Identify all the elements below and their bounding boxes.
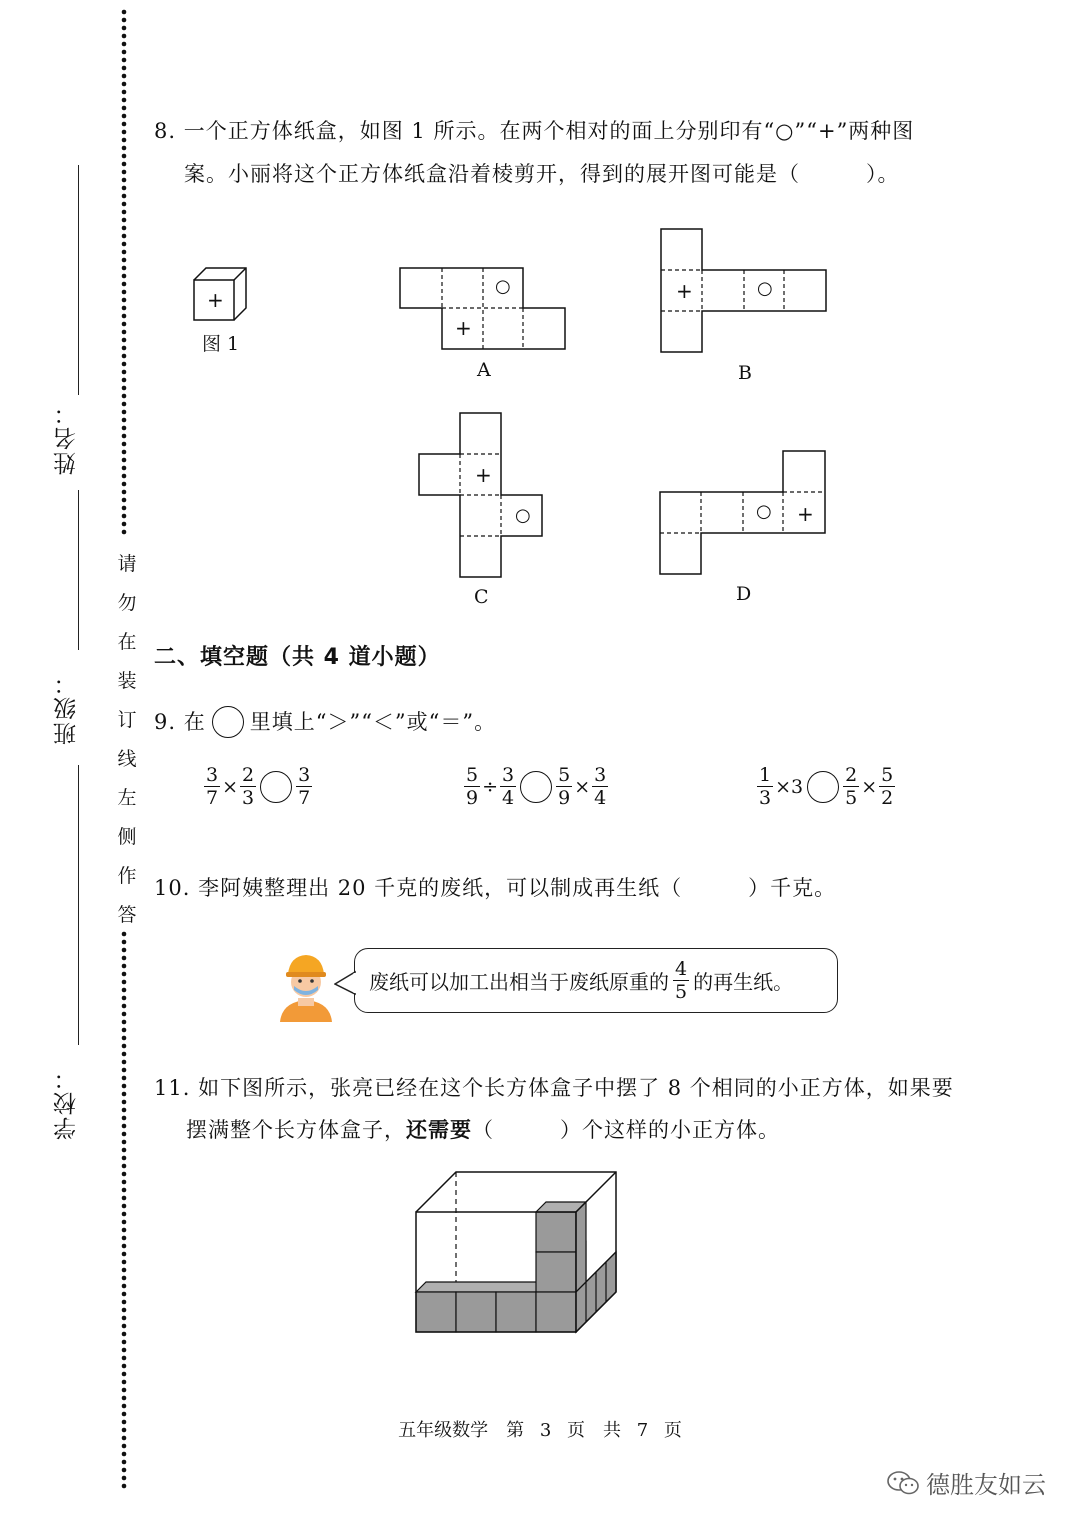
figure1-label: 图 1 xyxy=(202,333,240,355)
school-label: 学校： xyxy=(54,1065,80,1140)
emphasis-text: 还需要 xyxy=(406,1118,472,1142)
name-label: 姓名： xyxy=(54,400,80,475)
class-label: 班级： xyxy=(54,670,80,745)
worker-avatar-icon xyxy=(276,950,336,1022)
bubble-text-post: 的再生纸。 xyxy=(693,970,794,994)
q8-line2: 案。小丽将这个正方体纸盒沿着棱剪开，得到的展开图可能是（ ）。 xyxy=(184,162,900,186)
binding-dotted-line-top xyxy=(121,8,127,536)
net-d-plus: + xyxy=(797,502,814,526)
q8-text-line1: 一个正方体纸盒，如图 1 所示。在两个相对的面上分别印有“○”“+”两种图 xyxy=(183,119,915,143)
net-b-circle: ○ xyxy=(757,278,773,299)
q9-expression-3: $\frac{1}{3}$ ×3 $\frac{2}{5}$ × $\frac{5}{2}$ xyxy=(759,764,894,809)
q8-line1 xyxy=(154,109,914,153)
net-d-circle: ○ xyxy=(756,501,772,522)
binding-warning: 请 勿 在 装 订 线 左 侧 作 答 xyxy=(117,553,137,926)
speech-bubble xyxy=(354,948,838,1013)
net-option-a xyxy=(399,267,567,351)
net-c-plus: + xyxy=(475,463,492,487)
cuboid-box-figure xyxy=(410,1166,624,1338)
q9-prompt xyxy=(154,700,496,744)
q8-number: 8. xyxy=(154,119,177,143)
class-underline xyxy=(78,765,79,1045)
fraction: $\frac{3}{4}$ xyxy=(594,764,607,809)
q9-prefix: 9. 在 xyxy=(154,710,206,734)
watermark xyxy=(886,1465,1046,1500)
option-d-label: D xyxy=(736,583,752,605)
compare-circle-3[interactable] xyxy=(807,771,839,803)
fraction: $\frac{1}{3}$ xyxy=(759,764,772,809)
compare-circle-2[interactable] xyxy=(520,771,552,803)
q11-line2: 摆满整个长方体盒子，还需要（ ）个这样的小正方体。 xyxy=(186,1118,780,1142)
fraction: $\frac{3}{7}$ xyxy=(206,764,219,809)
net-a-circle: ○ xyxy=(495,276,511,297)
q10-text: 10. 李阿姨整理出 20 千克的废纸，可以制成再生纸（ ）千克。 xyxy=(154,876,837,900)
watermark-text: 德胜友如云 xyxy=(926,1471,1046,1499)
fraction: $\frac{4}{5}$ xyxy=(675,958,688,1003)
net-option-c xyxy=(418,412,546,580)
speech-bubble-tail xyxy=(334,970,356,996)
q11-line1: 11. 如下图所示，张亮已经在这个长方体盒子中摆了 8 个相同的小正方体，如果要 xyxy=(154,1076,954,1100)
option-a-label: A xyxy=(477,359,491,381)
name-underline-lower xyxy=(78,490,79,650)
blank-circle-icon xyxy=(212,706,244,738)
net-b-plus: + xyxy=(676,279,693,303)
fraction: $\frac{5}{2}$ xyxy=(881,764,894,809)
section-2-title: 二、填空题（共 4 道小题） xyxy=(154,645,441,670)
fraction: $\frac{3}{7}$ xyxy=(298,764,311,809)
option-b-label: B xyxy=(738,362,752,384)
q9-expression-1: $\frac{3}{7}$ × $\frac{2}{3}$ $\frac{3}{7}$ xyxy=(206,764,311,809)
compare-circle-1[interactable] xyxy=(260,771,292,803)
page-footer: 五年级数学 第 3 页 共 7 页 xyxy=(398,1420,682,1441)
fraction: $\frac{2}{3}$ xyxy=(242,764,255,809)
net-a-plus: + xyxy=(455,316,472,340)
fraction: $\frac{2}{5}$ xyxy=(845,764,858,809)
fraction: $\frac{5}{9}$ xyxy=(466,764,479,809)
net-c-circle: ○ xyxy=(515,505,531,526)
cube-plus-symbol: + xyxy=(207,288,224,312)
bubble-text-pre: 废纸可以加工出相当于废纸原重的 xyxy=(369,970,669,994)
binding-dotted-line-bottom xyxy=(121,930,127,1490)
fraction: $\frac{5}{9}$ xyxy=(558,764,571,809)
q9-suffix: 里填上“＞”“＜”或“＝”。 xyxy=(249,710,497,734)
option-c-label: C xyxy=(474,586,489,608)
q9-expression-2: $\frac{5}{9}$ ÷ $\frac{3}{4}$ $\frac{5}{9}$ × $\frac{3}{4}$ xyxy=(466,764,607,809)
wechat-icon xyxy=(886,1470,920,1496)
fraction: $\frac{3}{4}$ xyxy=(502,764,515,809)
name-underline xyxy=(78,165,79,395)
